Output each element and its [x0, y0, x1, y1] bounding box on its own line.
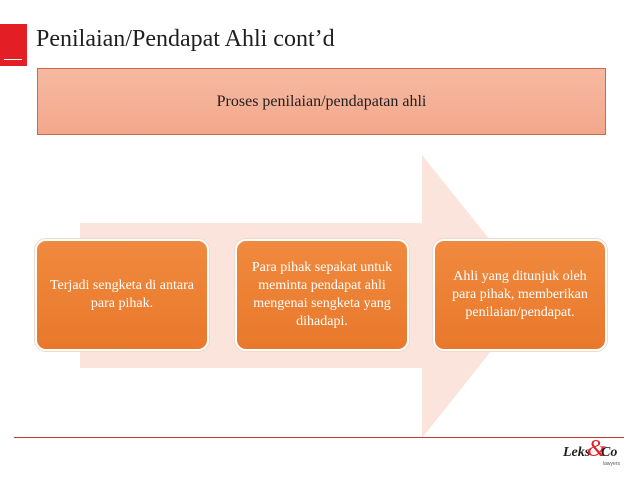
process-step-1-text: Terjadi sengketa di antara para pihak. [49, 277, 194, 311]
process-header-label: Proses penilaian/pendapatan ahli [216, 92, 427, 110]
logo-sub-text: lawyers [603, 461, 620, 467]
footer-divider [14, 437, 624, 438]
process-step-1 [35, 239, 209, 351]
process-step-2-text: Para pihak sepakat untuk meminta pendapat ahli mengenai sengketa yang dihadapi. [251, 259, 393, 330]
company-logo [563, 436, 623, 471]
logo-ampersand: & [587, 436, 606, 462]
slide-title: Penilaian/Pendapat Ahli cont’d [36, 26, 335, 52]
process-step-2 [235, 239, 409, 351]
logo-main-text: Leks [563, 445, 591, 460]
process-step-3-text: Ahli yang ditunjuk oleh para pihak, memberikan penilaian/pendapat. [452, 268, 588, 321]
logo-co-text: Co [601, 445, 618, 460]
process-step-3 [433, 239, 607, 351]
